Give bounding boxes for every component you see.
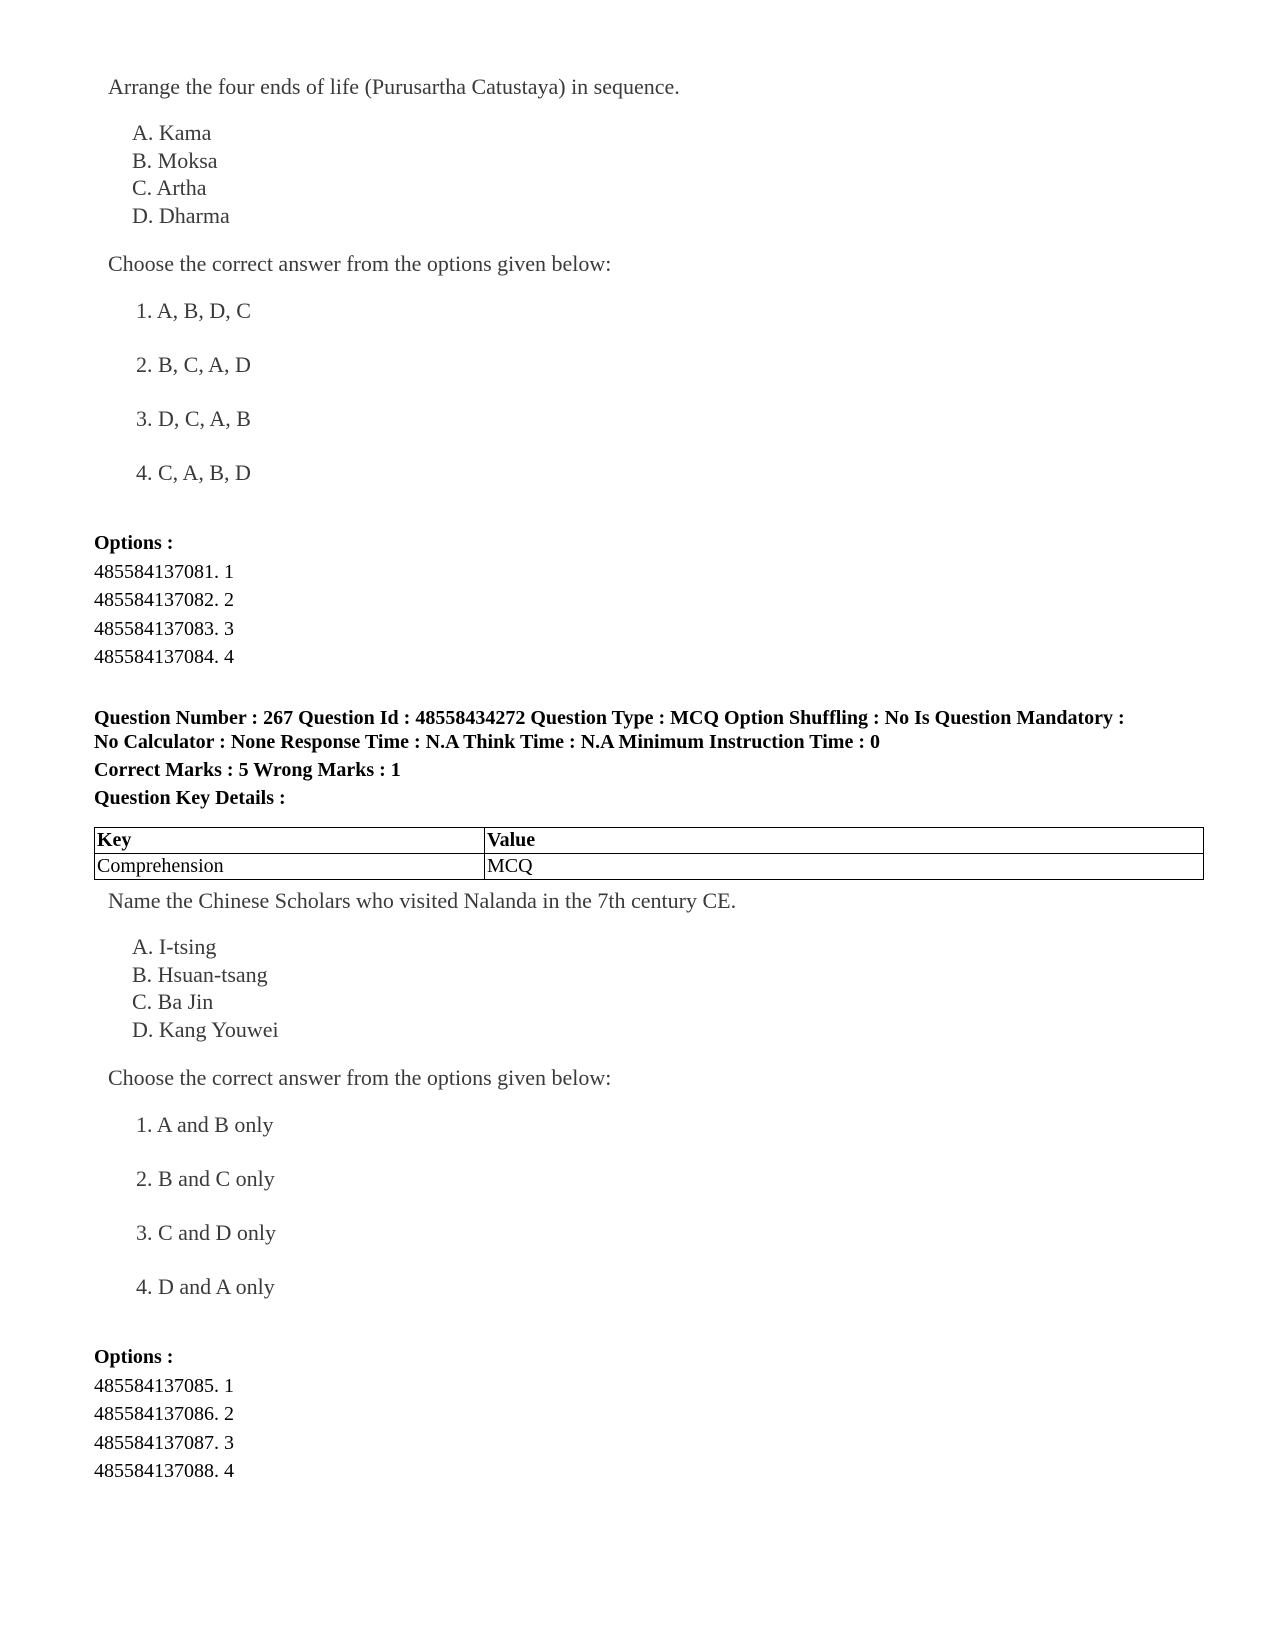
list-item: A. I-tsing [132,934,217,959]
table-header-key: Key [95,828,485,854]
question-2-choose-text: Choose the correct answer from the options given below: [108,1065,612,1090]
table-header-row [95,828,1204,854]
list-item: C. Artha [132,175,207,200]
answer-item: 1. A and B only [136,1112,274,1137]
option-row: 485584137081. 1 [94,560,234,583]
list-item: C. Ba Jin [132,989,214,1014]
question-key-table [94,827,1204,880]
answer-item: 2. B and C only [136,1166,275,1191]
question-2-options [94,1343,234,1486]
question-1-options [94,529,234,672]
options-label: Options : [94,532,174,554]
options-label: Options : [94,1346,174,1368]
table-cell-value: MCQ [485,854,1204,880]
option-row: 485584137086. 2 [94,1403,234,1425]
question-2-image [108,887,736,1327]
table-header-value: Value [485,828,1204,854]
option-row: 485584137082. 2 [94,589,234,611]
list-item: D. Kang Youwei [132,1016,279,1042]
table-row [95,854,1204,880]
question-2-meta [94,706,1204,754]
question-key-details-label: Question Key Details : [94,787,286,809]
list-item: D. Dharma [132,202,230,228]
table-cell-key: Comprehension [95,854,485,880]
question-1-answer-list [136,297,680,513]
question-2-stem: Name the Chinese Scholars who visited Nalanda in the 7th century CE. [108,888,737,913]
answer-item: 3. D, C, A, B [136,406,251,431]
question-2-answer-list [136,1111,736,1327]
meta-line-2: No Calculator : None Response Time : N.A Think Time : N.A Minimum Instruction Time : 0 [94,731,880,753]
question-1-stem: Arrange the four ends of life (Purusartha Catustaya) in sequence. [108,74,680,99]
question-1-image [108,73,680,513]
answer-item: 4. C, A, B, D [136,460,251,485]
option-row: 485584137085. 1 [94,1374,234,1397]
answer-item: 1. A, B, D, C [136,298,251,323]
meta-line-1: Question Number : 267 Question Id : 48558434272 Question Type : MCQ Option Shuffling : No Is Question Mandatory : [94,707,1125,729]
question-2-items [132,933,736,1043]
question-1-items [132,119,680,229]
option-row: 485584137084. 4 [94,646,234,668]
list-item: B. Hsuan-tsang [132,961,268,987]
question-2-marks: Correct Marks : 5 Wrong Marks : 1 [94,759,401,781]
list-item: B. Moksa [132,147,218,173]
option-row: 485584137088. 4 [94,1460,234,1482]
answer-item: 2. B, C, A, D [136,352,251,377]
answer-item: 3. C and D only [136,1220,276,1245]
question-1-choose-text: Choose the correct answer from the options given below: [108,251,612,276]
answer-item: 4. D and A only [136,1274,275,1299]
list-item: A. Kama [132,120,212,145]
option-row: 485584137087. 3 [94,1431,234,1454]
option-row: 485584137083. 3 [94,617,234,640]
